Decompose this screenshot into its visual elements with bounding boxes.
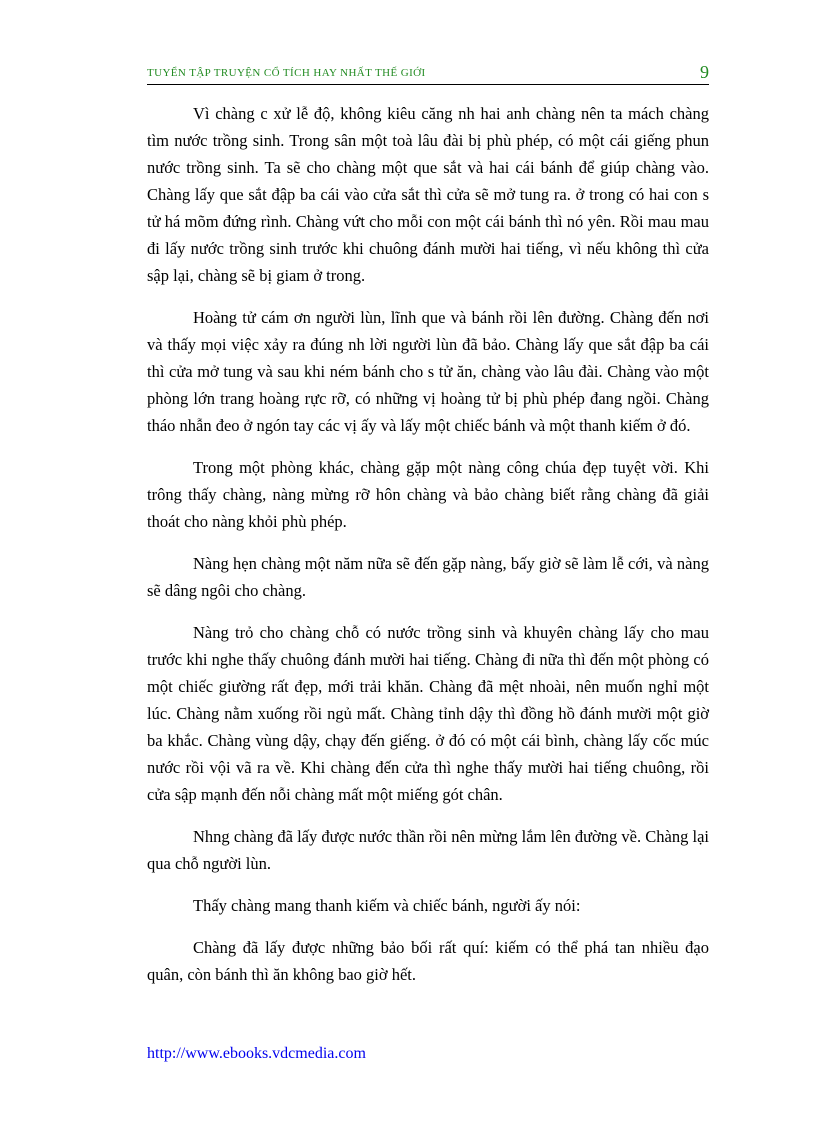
paragraph: Thấy chàng mang thanh kiếm và chiếc bánh, người ấy nói:	[193, 896, 581, 915]
footer-website-link[interactable]: http://www.ebooks.vdcmedia.com	[147, 1045, 366, 1062]
page-number: 9	[700, 62, 709, 82]
page-header	[147, 62, 709, 85]
paragraph: Chàng đã lấy được những bảo bối rất quí: kiếm có thể phá tan nhiều đạo quân, còn bánh thì ăn không bao giờ hết.	[147, 938, 709, 984]
paragraph: Vì chàng c xử lễ độ, không kiêu căng nh hai anh chàng nên ta mách chàng tìm nước trồng sinh. Trong sân một toà lâu đài bị phù phép, có một cái giếng phun nước trồng sinh. Ta sẽ cho chàng một que sắt và hai cái bánh để giúp chàng vào. Chàng lấy que sắt đập ba cái vào cửa sắt thì cửa sẽ mở tung ra. ở trong có hai con s tử há mõm đứng rình. Chàng vứt cho mỗi con một cái bánh thì nó yên. Rồi mau mau đi lấy nước trồng sinh trước khi chuông đánh mười hai tiếng, vì nếu không thì cửa sập lại, chàng sẽ bị giam ở trong.	[147, 104, 709, 285]
paragraph: Nàng trỏ cho chàng chỗ có nước trồng sinh và khuyên chàng lấy cho mau trước khi nghe thấy chuông đánh mười hai tiếng. Chàng đi nữa thì đến một phòng có một chiếc giường rất đẹp, mới trải khăn. Chàng đã mệt nhoài, nên muốn nghỉ một lúc. Chàng nằm xuống rồi ngủ mất. Chàng tỉnh dậy thì đồng hồ đánh mười một giờ ba khắc. Chàng vùng dậy, chạy đến giếng. ở đó có một cái bình, chàng lấy cốc múc nước rồi vội vã ra về. Khi chàng đến cửa thì nghe thấy mười hai tiếng chuông, rồi cửa sập mạnh đến nỗi chàng mất một miếng gót chân.	[147, 623, 709, 804]
story-body	[147, 100, 709, 1003]
paragraph: Nhng chàng đã lấy được nước thần rồi nên mừng lắm lên đường về. Chàng lại qua chỗ người lùn.	[147, 827, 709, 873]
paragraph: Nàng hẹn chàng một năm nữa sẽ đến gặp nàng, bấy giờ sẽ làm lễ cới, và nàng sẽ dâng ngôi cho chàng.	[147, 554, 709, 600]
paragraph: Hoàng tử cám ơn người lùn, lĩnh que và bánh rồi lên đường. Chàng đến nơi và thấy mọi việc xảy ra đúng nh lời người lùn đã bảo. Chàng lấy que sắt đập ba cái thì cửa mở tung và sau khi ném bánh cho s tử ăn, chàng vào lâu đài. Chàng vào một phòng lớn trang hoàng rực rỡ, có những vị hoàng tử bị phù phép đang ngồi. Chàng tháo nhẫn đeo ở ngón tay các vị ấy và lấy một chiếc bánh và một thanh kiếm ở đó.	[147, 308, 709, 435]
book-title: TUYỂN TẬP TRUYỆN CỔ TÍCH HAY NHẤT THẾ GIỚI	[147, 67, 426, 79]
paragraph: Trong một phòng khác, chàng gặp một nàng công chúa đẹp tuyệt vời. Khi trông thấy chàng, nàng mừng rỡ hôn chàng và bảo chàng biết rằng chàng đã giải thoát cho nàng khỏi phù phép.	[147, 458, 709, 531]
